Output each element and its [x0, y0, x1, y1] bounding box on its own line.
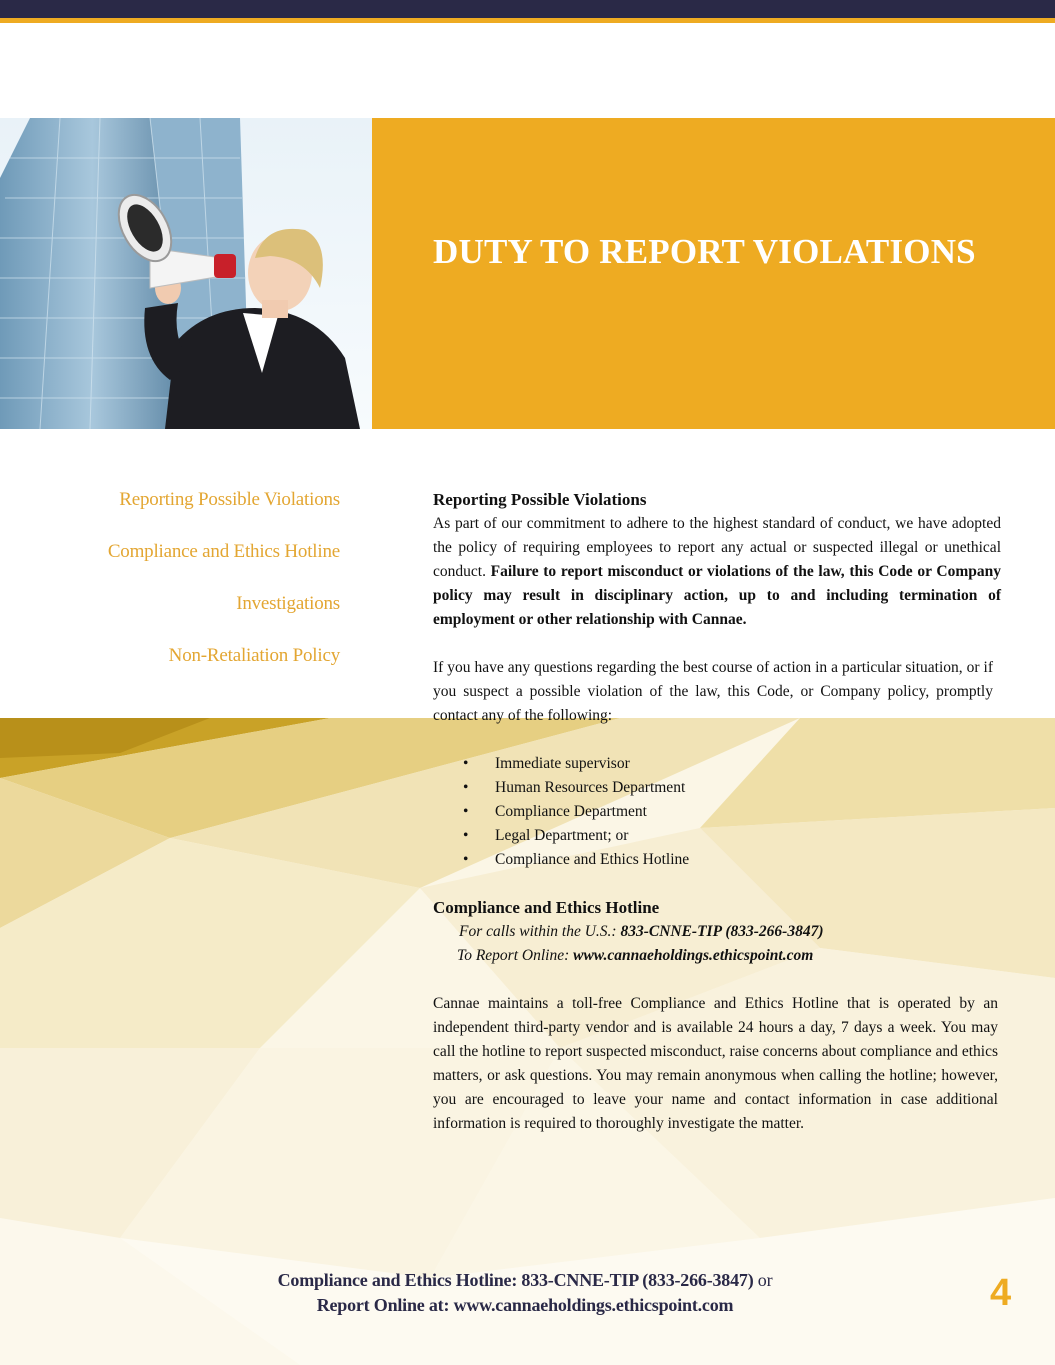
reporting-paragraph-text: As part of our commitment to adhere to the highest standard of conduct, we have adopted the policy of requiring employees to report any actual or suspected illegal or unethical conduct.: [433, 515, 1001, 580]
title-banner: [372, 118, 1055, 429]
footer-hotline: Compliance and Ethics Hotline: 833-CNNE-TIP (833-266-3847): [277, 1270, 754, 1290]
hotline-online-line: [433, 944, 1001, 968]
hotline-phone-number[interactable]: 833-CNNE-TIP (833-266-3847): [620, 923, 824, 940]
questions-paragraph: If you have any questions regarding the best course of action in a particular situation, or if you suspect a possible violation of the law, this Code, or Company policy, promptly contact any of the following:: [433, 659, 993, 724]
section-heading-hotline: Compliance and Ethics Hotline: [433, 898, 660, 917]
section-heading-reporting: Reporting Possible Violations: [433, 490, 647, 509]
footer-or: or: [753, 1270, 773, 1290]
list-item: • Legal Department; or: [463, 824, 1001, 848]
hotline-online-label: To Report Online:: [457, 947, 574, 964]
list-item: • Compliance Department: [463, 800, 1001, 824]
toc-item-non-retaliation[interactable]: Non-Retaliation Policy: [168, 645, 340, 666]
toc-item-investigations[interactable]: Investigations: [236, 593, 340, 614]
footer-line-1: [200, 1268, 850, 1293]
section-toc: [10, 488, 340, 696]
contact-list: [433, 752, 1001, 872]
footer-line-2[interactable]: Report Online at: www.cannaeholdings.ethicspoint.com: [316, 1295, 734, 1315]
reporting-paragraph: [433, 512, 1001, 632]
top-navy-bar: [0, 0, 1055, 18]
hotline-paragraph: Cannae maintains a toll-free Compliance and Ethics Hotline that is operated by an independent third-party vendor and is available 24 hours a day, 7 days a week. You may call the hotline to report suspected misconduct, raise concerns about compliance and ethics matters, or ask questions. You may remain anonymous when calling the hotline; however, you are encouraged to leave your name and contact information in case additional information is required to thoroughly investigate the matter.: [433, 995, 998, 1132]
reporting-paragraph-warning: Failure to report misconduct or violations of the law, this Code or Company policy may result in disciplinary action, up to and including termination of employment or other relationship with Cannae.: [433, 563, 1001, 628]
toc-item-hotline[interactable]: Compliance and Ethics Hotline: [107, 541, 340, 562]
hotline-phone-line: [433, 920, 1001, 944]
list-item: • Human Resources Department: [463, 776, 1001, 800]
footer: [200, 1268, 850, 1318]
toc-item-reporting[interactable]: Reporting Possible Violations: [119, 489, 340, 510]
header-photo: [0, 118, 372, 429]
top-gold-stripe: [0, 18, 1055, 23]
list-item: • Compliance and Ethics Hotline: [463, 848, 1001, 872]
hotline-phone-label: For calls within the U.S.:: [459, 923, 621, 940]
list-item: • Immediate supervisor: [463, 752, 1001, 776]
megaphone-woman-image: [0, 118, 372, 429]
page-number: 4: [990, 1272, 1012, 1314]
main-content: [433, 488, 1001, 1136]
hotline-online-link[interactable]: www.cannaeholdings.ethicspoint.com: [573, 947, 814, 964]
page-title: DUTY TO REPORT VIOLATIONS: [433, 232, 976, 271]
